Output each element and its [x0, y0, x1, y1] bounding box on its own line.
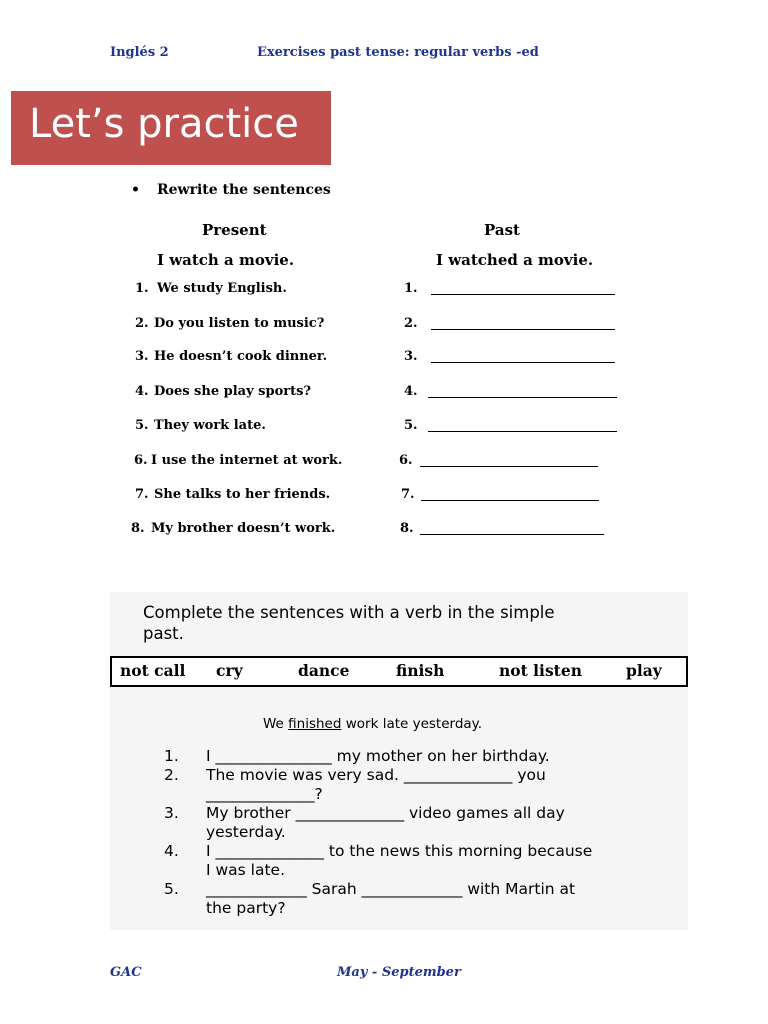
answer-number: 2.	[404, 316, 418, 331]
exercise-line: I ______________ to the news this morning because	[206, 842, 593, 860]
bullet-icon: •	[131, 182, 140, 198]
exercise-line: My brother ______________ video games all day	[206, 804, 565, 822]
exercise-line-continued: I was late.	[206, 861, 286, 879]
present-sentence: I use the internet at work.	[151, 453, 343, 468]
present-sentence: Does she play sports?	[154, 384, 312, 399]
exercise-line-continued: yesterday.	[206, 823, 286, 841]
item-number: 3.	[135, 349, 149, 364]
word-bank-item: play	[626, 661, 662, 680]
exercise-number: 3.	[164, 804, 179, 822]
past-heading: Past	[484, 221, 520, 239]
example-after: work late yesterday.	[341, 716, 483, 732]
item-number: 6.	[134, 453, 148, 468]
present-sentence: They work late.	[154, 418, 266, 433]
answer-number: 4.	[404, 384, 418, 399]
answer-number: 7.	[401, 487, 415, 502]
exercise-number: 2.	[164, 766, 179, 784]
answer-blank[interactable]	[431, 329, 615, 330]
exercise-line-continued: the party?	[206, 899, 286, 917]
present-sentence: Do you listen to music?	[154, 316, 325, 331]
present-sentence: He doesn’t cook dinner.	[154, 349, 328, 364]
answer-number: 1.	[404, 281, 418, 296]
answer-blank[interactable]	[431, 362, 615, 363]
word-bank-item: cry	[216, 661, 243, 680]
lets-practice-banner	[11, 91, 331, 165]
present-heading: Present	[202, 221, 267, 239]
answer-blank[interactable]	[420, 466, 598, 467]
example-sentence	[263, 716, 482, 732]
answer-blank[interactable]	[420, 534, 604, 535]
item-number: 8.	[131, 521, 145, 536]
present-sentence: We study English.	[157, 281, 287, 296]
example-present: I watch a movie.	[157, 251, 295, 269]
exercise-number: 1.	[164, 747, 179, 765]
complete-instruction-line1: Complete the sentences with a verb in the simple	[143, 603, 555, 622]
rewrite-instruction: Rewrite the sentences	[157, 182, 331, 198]
answer-number: 8.	[400, 521, 414, 536]
exercise-line: The movie was very sad. ______________ you	[206, 766, 546, 784]
worksheet-title: Exercises past tense: regular verbs -ed	[257, 45, 539, 60]
answer-blank[interactable]	[421, 500, 599, 501]
exercise-line-continued: ______________?	[206, 785, 323, 803]
item-number: 4.	[135, 384, 149, 399]
word-bank-item: finish	[396, 661, 445, 680]
footer-period: May - September	[337, 965, 461, 980]
present-sentence: She talks to her friends.	[154, 487, 331, 502]
banner-text: Let’s practice	[29, 101, 299, 147]
item-number: 7.	[135, 487, 149, 502]
footer-author: GAC	[110, 965, 142, 980]
exercise-number: 4.	[164, 842, 179, 860]
exercise-line: I _______________ my mother on her birthday.	[206, 747, 550, 765]
answer-number: 3.	[404, 349, 418, 364]
answer-blank[interactable]	[428, 397, 617, 398]
item-number: 1.	[135, 281, 149, 296]
item-number: 2.	[135, 316, 149, 331]
course-label: Inglés 2	[110, 45, 169, 60]
word-bank-item: not listen	[499, 661, 582, 680]
complete-instruction-line2: past.	[143, 624, 184, 643]
answer-blank[interactable]	[428, 431, 617, 432]
example-verb: finished	[288, 716, 342, 732]
word-bank	[110, 656, 688, 687]
answer-number: 6.	[399, 453, 413, 468]
word-bank-item: dance	[298, 661, 350, 680]
answer-blank[interactable]	[431, 294, 615, 295]
example-past: I watched a movie.	[436, 251, 594, 269]
exercise-number: 5.	[164, 880, 179, 898]
exercise-line: _____________ Sarah _____________ with Martin at	[206, 880, 576, 898]
word-bank-item: not call	[120, 661, 186, 680]
example-before: We	[263, 716, 289, 732]
present-sentence: My brother doesn’t work.	[151, 521, 336, 536]
answer-number: 5.	[404, 418, 418, 433]
item-number: 5.	[135, 418, 149, 433]
